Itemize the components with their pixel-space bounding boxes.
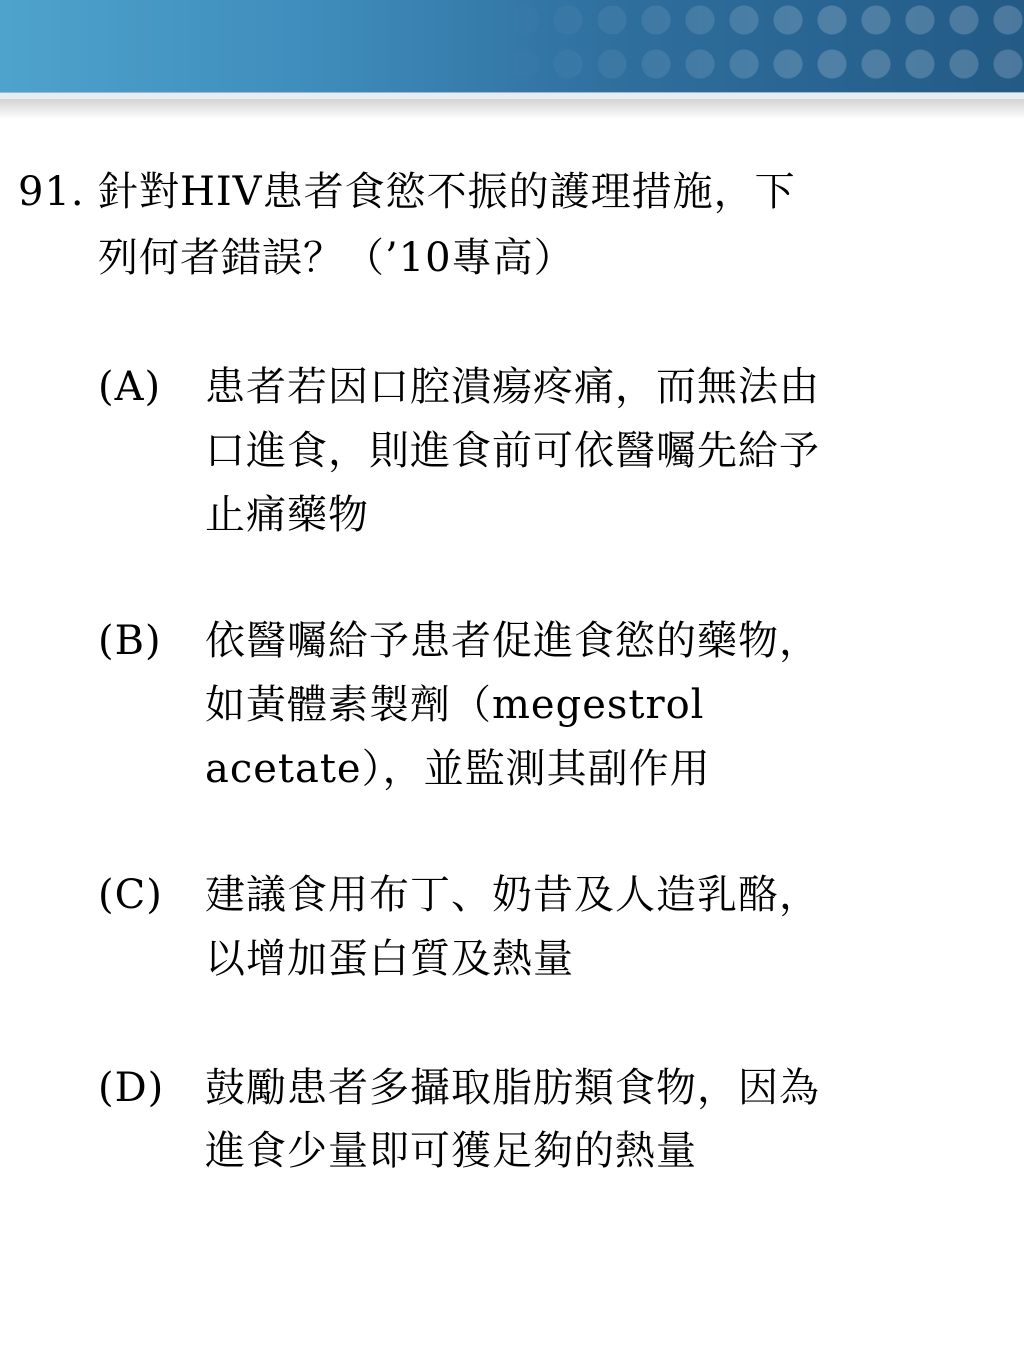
header-divider	[0, 92, 1024, 99]
header-banner	[0, 0, 1024, 92]
option-d-line-2: 進食少量即可獲足夠的熱量	[205, 1128, 697, 1174]
option-b-line-2: 如黃體素製劑（megestrol	[205, 682, 705, 728]
option-b-label: (B)	[98, 618, 162, 664]
option-c-line-1: 建議食用布丁、奶昔及人造乳酪，	[205, 872, 820, 918]
option-a-line-3: 止痛藥物	[205, 492, 369, 538]
question-text-line-1: 針對HIV患者食慾不振的護理措施，下	[98, 169, 796, 215]
option-a-line-2: 口進食，則進食前可依醫囑先給予	[205, 428, 820, 474]
option-d-line-1: 鼓勵患者多攝取脂肪類食物，因為	[205, 1065, 820, 1111]
option-a-line-1: 患者若因口腔潰瘍疼痛，而無法由	[205, 364, 820, 410]
question-text-line-2: 列何者錯誤？（’10專高）	[98, 235, 575, 281]
option-b-line-3: acetate），並監測其副作用	[205, 746, 711, 792]
option-c-label: (C)	[98, 872, 163, 918]
option-d-label: (D)	[98, 1065, 165, 1111]
option-a-label: (A)	[98, 364, 162, 410]
option-b-line-1: 依醫囑給予患者促進食慾的藥物，	[205, 618, 820, 664]
header-shadow	[0, 99, 1024, 119]
header-pattern	[504, 0, 1024, 92]
option-c-line-2: 以增加蛋白質及熱量	[205, 936, 574, 982]
question-number: 91.	[18, 169, 85, 215]
